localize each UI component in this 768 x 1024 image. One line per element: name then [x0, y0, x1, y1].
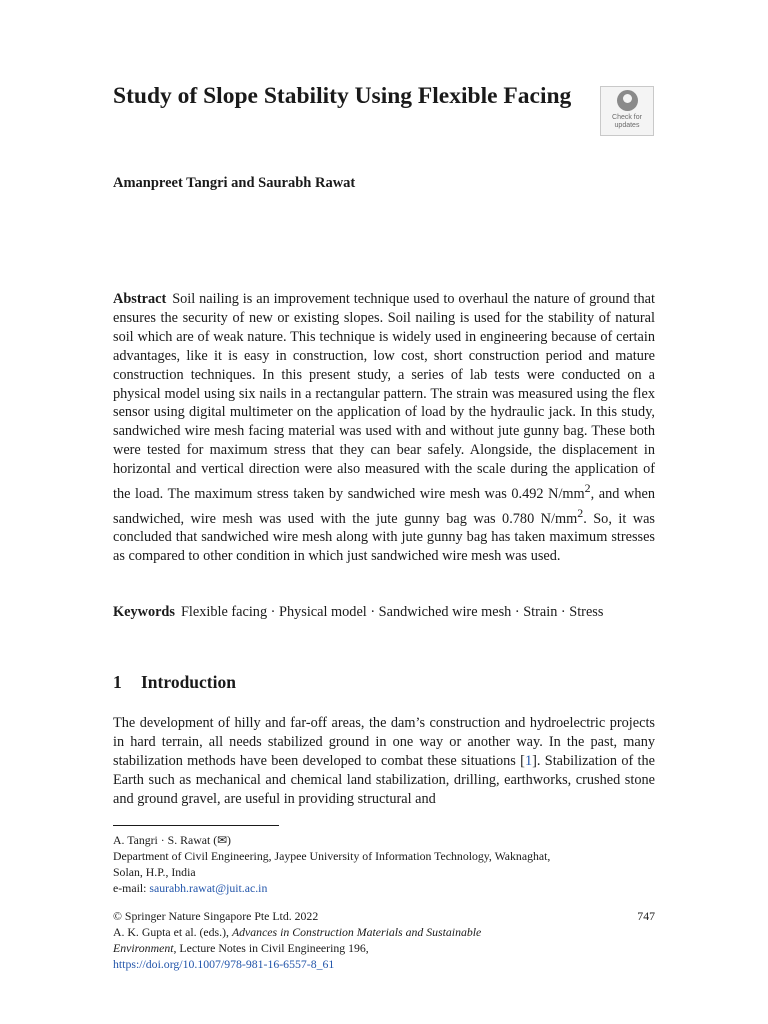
keywords — [113, 603, 655, 622]
introduction-paragraph — [113, 714, 655, 809]
citation-link[interactable]: 1 — [524, 753, 533, 769]
section-heading — [113, 671, 236, 693]
affiliation-authors: A. Tangri · S. Rawat (✉) — [113, 833, 231, 847]
keywords-text: Flexible facing · Physical model · Sandwiched wire mesh · Strain · Stress — [180, 604, 604, 620]
section-number: 1 — [113, 672, 122, 692]
intro-text-1: The development of hilly and far-off areas, the dam’s construction and hydroelectric projects in hard terrain, all needs stabilized ground in one way or another way. In the past, many stabilization methods have been developed to combat these situations [ — [113, 715, 655, 769]
book-editors: A. K. Gupta et al. (eds.), — [113, 925, 229, 939]
citation-line-1 — [113, 924, 655, 940]
book-title-part-1: Advances in Construction Materials and Sustainable — [231, 925, 482, 939]
doi-link[interactable]: https://doi.org/10.1007/978-981-16-6557-8_61 — [113, 957, 335, 971]
footnote-divider — [113, 825, 279, 826]
abstract — [113, 290, 655, 566]
email-link[interactable]: saurabh.rawat@juit.ac.in — [149, 881, 268, 895]
abstract-text-2: , and when sandwiched, wire mesh was used with the jute gunny bag was 0.780 N/mm — [113, 485, 655, 527]
page-number: 747 — [637, 909, 655, 923]
abstract-text-1: Soil nailing is an improvement technique used to overhaul the nature of ground that ensures the security of new or existing slopes. Soil nailing is used for the stability of natural soil which are of weak nature. This technique is widely used in engineering because of certain advantages, like it is easy in construction, low cost, short construction period and mature construction techniques. In this present study, a series of lab tests were conducted on a physical model using six nails in a rectangular pattern. The strain was measured using the flex sensor using digital multimeter on the application of load by the hydraulic jack. In this study, sandwiched wire mesh facing material was used with and without jute gunny bag. These both were tested for maximum stress that they can bear safely. Alongside, the displacement in horizontal and vertical direction were also measured with the scale during the application of the load. The maximum stress taken by sandwiched wire mesh was 0.492 N/mm — [113, 291, 655, 502]
affiliation-department: Department of Civil Engineering, Jaypee University of Information Technology, Waknaghat, — [113, 849, 551, 863]
affiliation-email-line — [113, 880, 655, 896]
superscript-squared: 2 — [584, 481, 591, 496]
author-list: Amanpreet Tangri and Saurabh Rawat — [113, 175, 356, 191]
check-for-updates-label: Check for updates — [612, 114, 642, 129]
email-label: e-mail: — [113, 881, 147, 895]
abstract-text-3: . So, it was concluded that sandwiched wire mesh along with jute gunny bag has taken maximum stresses as compared to other condition in which just sandwiched wire mesh was used. — [113, 510, 655, 565]
check-for-updates-icon — [617, 90, 638, 111]
intro-text-2: ]. Stabilization of the Earth such as mechanical and chemical land stabilization, drilling, earthworks, crushed stone and ground gravel, are useful in providing structural and — [113, 753, 656, 807]
book-series: , Lecture Notes in Civil Engineering 196, — [173, 941, 369, 955]
section-title: Introduction — [141, 672, 236, 692]
book-title-part-2: Environment — [113, 941, 174, 955]
affiliation-block — [113, 832, 655, 896]
paper-title: Study of Slope Stability Using Flexible Facing — [113, 83, 572, 109]
keywords-label: Keywords — [113, 604, 175, 620]
check-for-updates-badge[interactable] — [600, 86, 654, 136]
citation-line-2 — [113, 940, 655, 956]
publisher-block — [113, 908, 655, 972]
superscript-squared: 2 — [577, 505, 584, 520]
copyright-line: © Springer Nature Singapore Pte Ltd. 2022 — [113, 909, 319, 923]
affiliation-location: Solan, H.P., India — [113, 865, 196, 879]
abstract-label: Abstract — [113, 291, 167, 307]
